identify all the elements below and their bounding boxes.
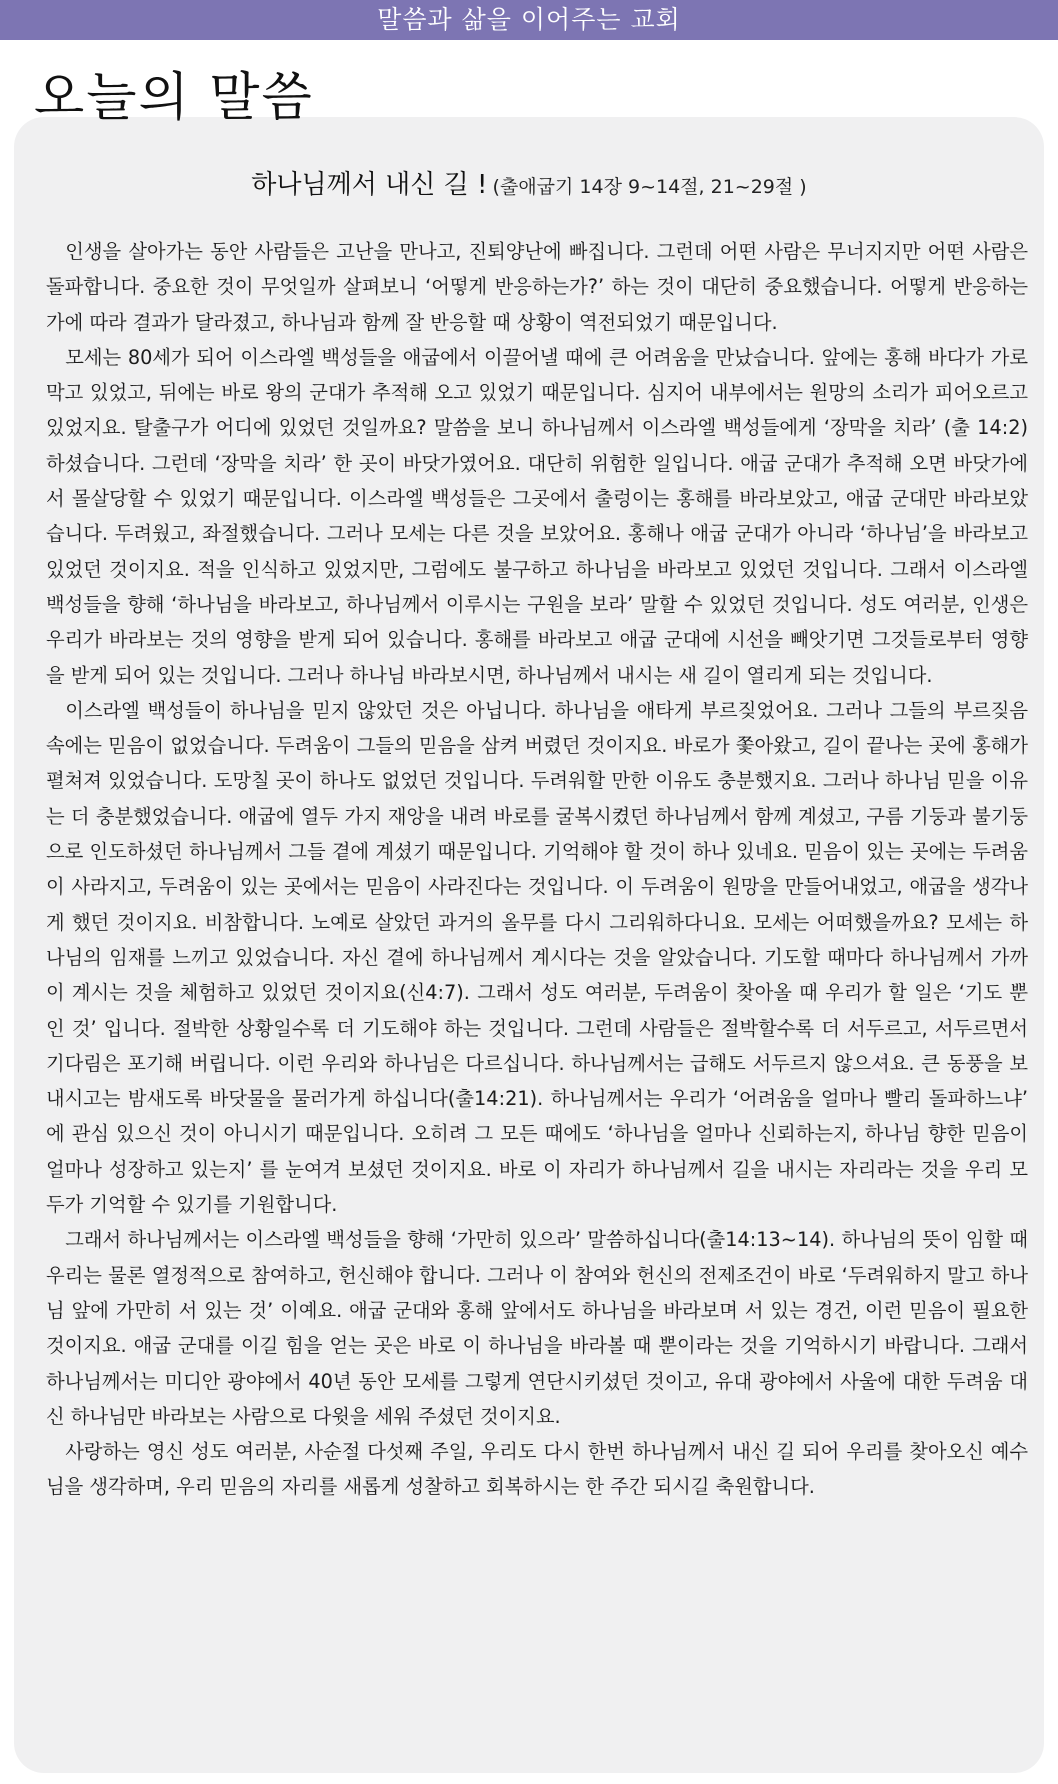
sermon-paragraph: 이스라엘 백성들이 하나님을 믿지 않았던 것은 아닙니다. 하나님을 애타게 부르짖었어요. 그러나 그들의 부르짖음 속에는 믿음이 없었습니다. 두려움이 그들의 믿음을 삼켜 버렸던 것이지요. 바로가 쫓아왔고, 길이 끝나는 곳에 홍해가 펼쳐져 있었습니다. 도망칠 곳이 하나도 없었던 것입니다. 두려워할 만한 이유도 충분했지요. 그러나 하나님 믿을 이유는 더 충분했었습니다. 애굽에 열두 가지 재앙을 내려 바로를 굴복시켰던 하나님께서 함께 계셨고, 구름 기둥과 불기둥으로 인도하셨던 하나님께서 그들 곁에 계셨기 때문입니다. 기억해야 할 것이 하나 있네요. 믿음이 있는 곳에는 두려움이 사라지고, 두려움이 있는 곳에서는 믿음이 사라진다는 것입니다. 이 두려움이 원망을 만들어내었고, 애굽을 생각나게 했던 것이지요. 비참합니다. 노예로 살았던 과거의 올무를 다시 그리워하다니요. 모세는 어떠했을까요? 모세는 하나님의 임재를 느끼고 있었습니다. 자신 곁에 하나님께서 계시다는 것을 알았습니다. 기도할 때마다 하나님께서 가까이 계시는 것을 체험하고 있었던 것이지요(신4:7). 그래서 성도 여러분, 두려움이 찾아올 때 우리가 할 일은 ‘기도 뿐인 것’ 입니다. 절박한 상황일수록 더 기도해야 하는 것입니다. 그런데 사람들은 절박할수록 더 서두르고, 서두르면서 기다림은 포기해 버립니다. 이런 우리와 하나님은 다르십니다. 하나님께서는 급해도 서두르지 않으셔요. 큰 동풍을 보내시고는 밤새도록 바닷물을 물러가게 하십니다(출14:21). 하나님께서는 우리가 ‘어려움을 얼마나 빨리 돌파하느냐’ 에 관심 있으신 것이 아니시기 때문입니다. 오히려 그 모든 때에도 ‘하나님을 얼마나 신뢰하는지, 하나님 향한 믿음이 얼마나 성장하고 있는지’ 를 눈여겨 보셨던 것이지요. 바로 이 자리가 하나님께서 길을 내시는 자리라는 것을 우리 모두가 기억할 수 있기를 기원합니다. [46, 698, 1028, 1217]
sermon-paragraph: 모세는 80세가 되어 이스라엘 백성들을 애굽에서 이끌어낼 때에 큰 어려움을 만났습니다. 앞에는 홍해 바다가 가로막고 있었고, 뒤에는 바로 왕의 군대가 추적해 오고 있었기 때문입니다. 심지어 내부에서는 원망의 소리가 피어오르고 있었지요. 탈출구가 어디에 있었던 것일까요? 말씀을 보니 하나님께서 이스라엘 백성들에게 ‘장막을 치라’ (출 14:2) 하셨습니다. 그런데 ‘장막을 치라’ 한 곳이 바닷가였어요. 대단히 위험한 일입니다. 애굽 군대가 추적해 오면 바닷가에서 몰살당할 수 있었기 때문입니다. 이스라엘 백성들은 그곳에서 출렁이는 홍해를 바라보았고, 애굽 군대만 바라보았습니다. 두려웠고, 좌절했습니다. 그러나 모세는 다른 것을 보았어요. 홍해나 애굽 군대가 아니라 ‘하나님’을 바라보고 있었던 것이지요. 적을 인식하고 있었지만, 그럼에도 불구하고 하나님을 바라보고 있었던 것입니다. 그래서 이스라엘 백성들을 향해 ‘하나님을 바라보고, 하나님께서 이루시는 구원을 보라’ 말할 수 있었던 것입니다. 성도 여러분, 인생은 우리가 바라보는 것의 영향을 받게 되어 있습니다. 홍해를 바라보고 애굽 군대에 시선을 빼앗기면 그것들로부터 영향을 받게 되어 있는 것입니다. 그러나 하나님 바라보시면, 하나님께서 내시는 새 길이 열리게 되는 것입니다. [46, 345, 1028, 687]
church-slogan-banner: 말씀과 삶을 이어주는 교회 [0, 0, 1058, 40]
sermon-heading [14, 164, 1044, 201]
page-title: 오늘의 말씀 [34, 68, 314, 128]
scripture-reference: (출애굽기 14장 9~14절, 21~29절 ) [492, 176, 807, 198]
sermon-paragraph: 인생을 살아가는 동안 사람들은 고난을 만나고, 진퇴양난에 빠집니다. 그런데 어떤 사람은 무너지지만 어떤 사람은 돌파합니다. 중요한 것이 무엇일까 살펴보니 ‘어떻게 반응하는가?’ 하는 것이 대단히 중요했습니다. 어떻게 반응하는가에 따라 결과가 달라졌고, 하나님과 함께 잘 반응할 때 상황이 역전되었기 때문입니다. [46, 240, 1028, 334]
sermon-card [14, 117, 1044, 1773]
sermon-body [46, 234, 1028, 1505]
sermon-paragraph: 그래서 하나님께서는 이스라엘 백성들을 향해 ‘가만히 있으라’ 말씀하십니다(출14:13~14). 하나님의 뜻이 임할 때 우리는 물론 열정적으로 참여하고, 헌신해야 합니다. 그러나 이 참여와 헌신의 전제조건이 바로 ‘두려워하지 말고 하나님 앞에 가만히 서 있는 것’ 이예요. 애굽 군대와 홍해 앞에서도 하나님을 바라보며 서 있는 경건, 이런 믿음이 필요한 것이지요. 애굽 군대를 이길 힘을 얻는 곳은 바로 이 하나님을 바라볼 때 뿐이라는 것을 기억하시기 바랍니다. 그래서 하나님께서는 미디안 광야에서 40년 동안 모세를 그렇게 연단시키셨던 것이고, 유대 광야에서 사울에 대한 두려움 대신 하나님만 바라보는 사람으로 다윗을 세워 주셨던 것이지요. [46, 1228, 1028, 1428]
sermon-title: 하나님께서 내신 길 ! [251, 170, 488, 200]
sermon-paragraph: 사랑하는 영신 성도 여러분, 사순절 다섯째 주일, 우리도 다시 한번 하나님께서 내신 길 되어 우리를 찾아오신 예수님을 생각하며, 우리 믿음의 자리를 새롭게 성찰하고 회복하시는 한 주간 되시길 축원합니다. [46, 1440, 1028, 1499]
